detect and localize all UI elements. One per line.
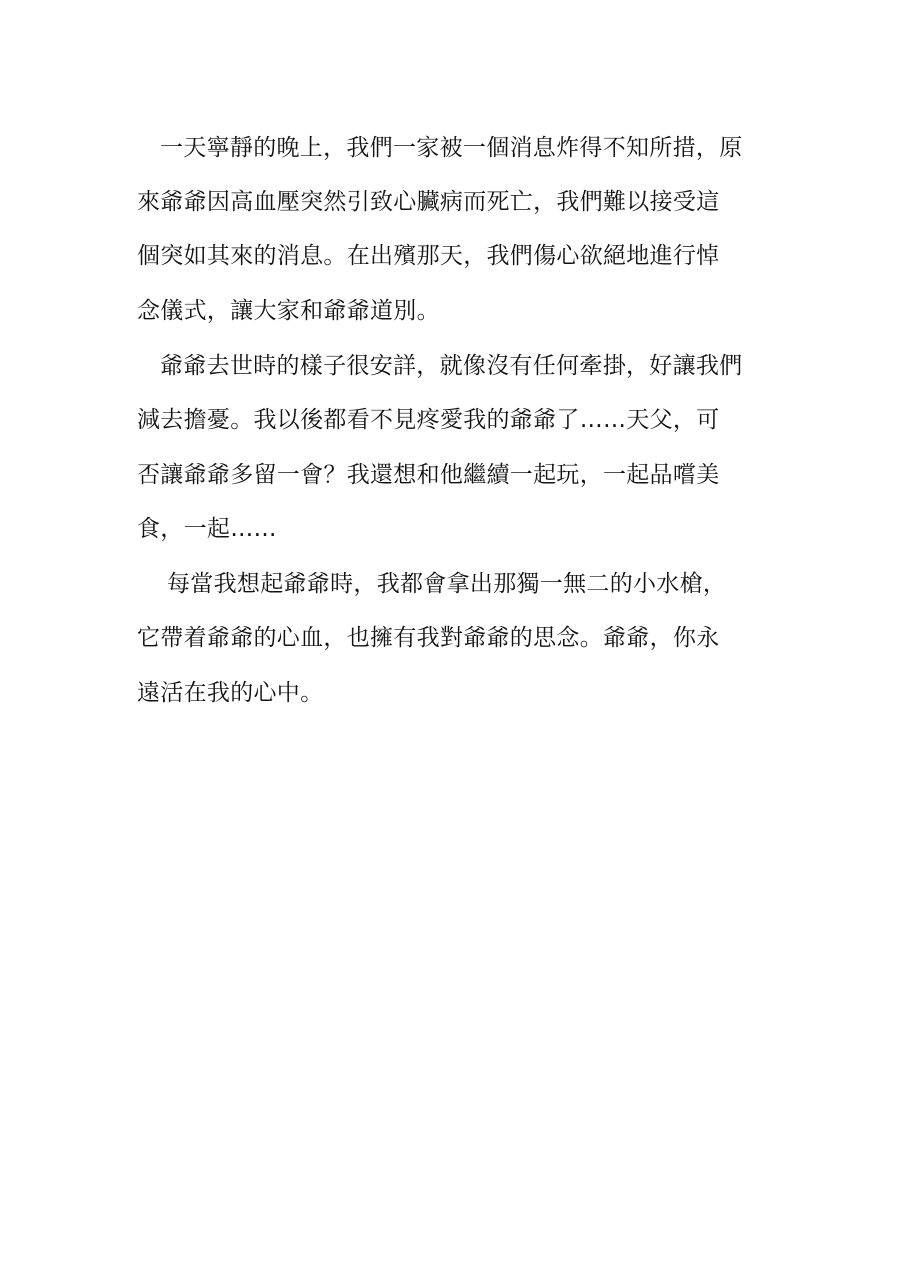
paragraph-1-line-2: 來爺爺因高血壓突然引致心臟病而死亡，我們難以接受這	[137, 189, 720, 215]
paragraph-1-line-4: 念儀式，讓大家和爺爺道別。	[137, 298, 440, 324]
paragraph-2-line-4: 食，一起……	[137, 516, 277, 542]
paragraph-2-line-2: 減去擔憂。我以後都看不見疼愛我的爺爺了……天父，可	[137, 407, 720, 433]
paragraph-3-line-1: 每當我想起爺爺時，我都會拿出那獨一無二的小水槍，	[167, 571, 727, 597]
paragraph-2-line-1: 爺爺去世時的樣子很安詳，就像沒有任何牽掛，好讓我們	[160, 353, 743, 379]
paragraph-1-line-1: 一天寧靜的晚上，我們一家被一個消息炸得不知所措，原	[160, 135, 743, 161]
paragraph-1-line-3: 個突如其來的消息。在出殯那天，我們傷心欲絕地進行悼	[137, 243, 720, 269]
paragraph-3-line-2: 它帶着爺爺的心血，也擁有我對爺爺的思念。爺爺，你永	[137, 625, 720, 651]
paragraph-2-line-3: 否讓爺爺多留一會？我還想和他繼續一起玩，一起品嚐美	[137, 462, 720, 488]
paragraph-3-line-3: 遠活在我的心中。	[137, 680, 324, 706]
